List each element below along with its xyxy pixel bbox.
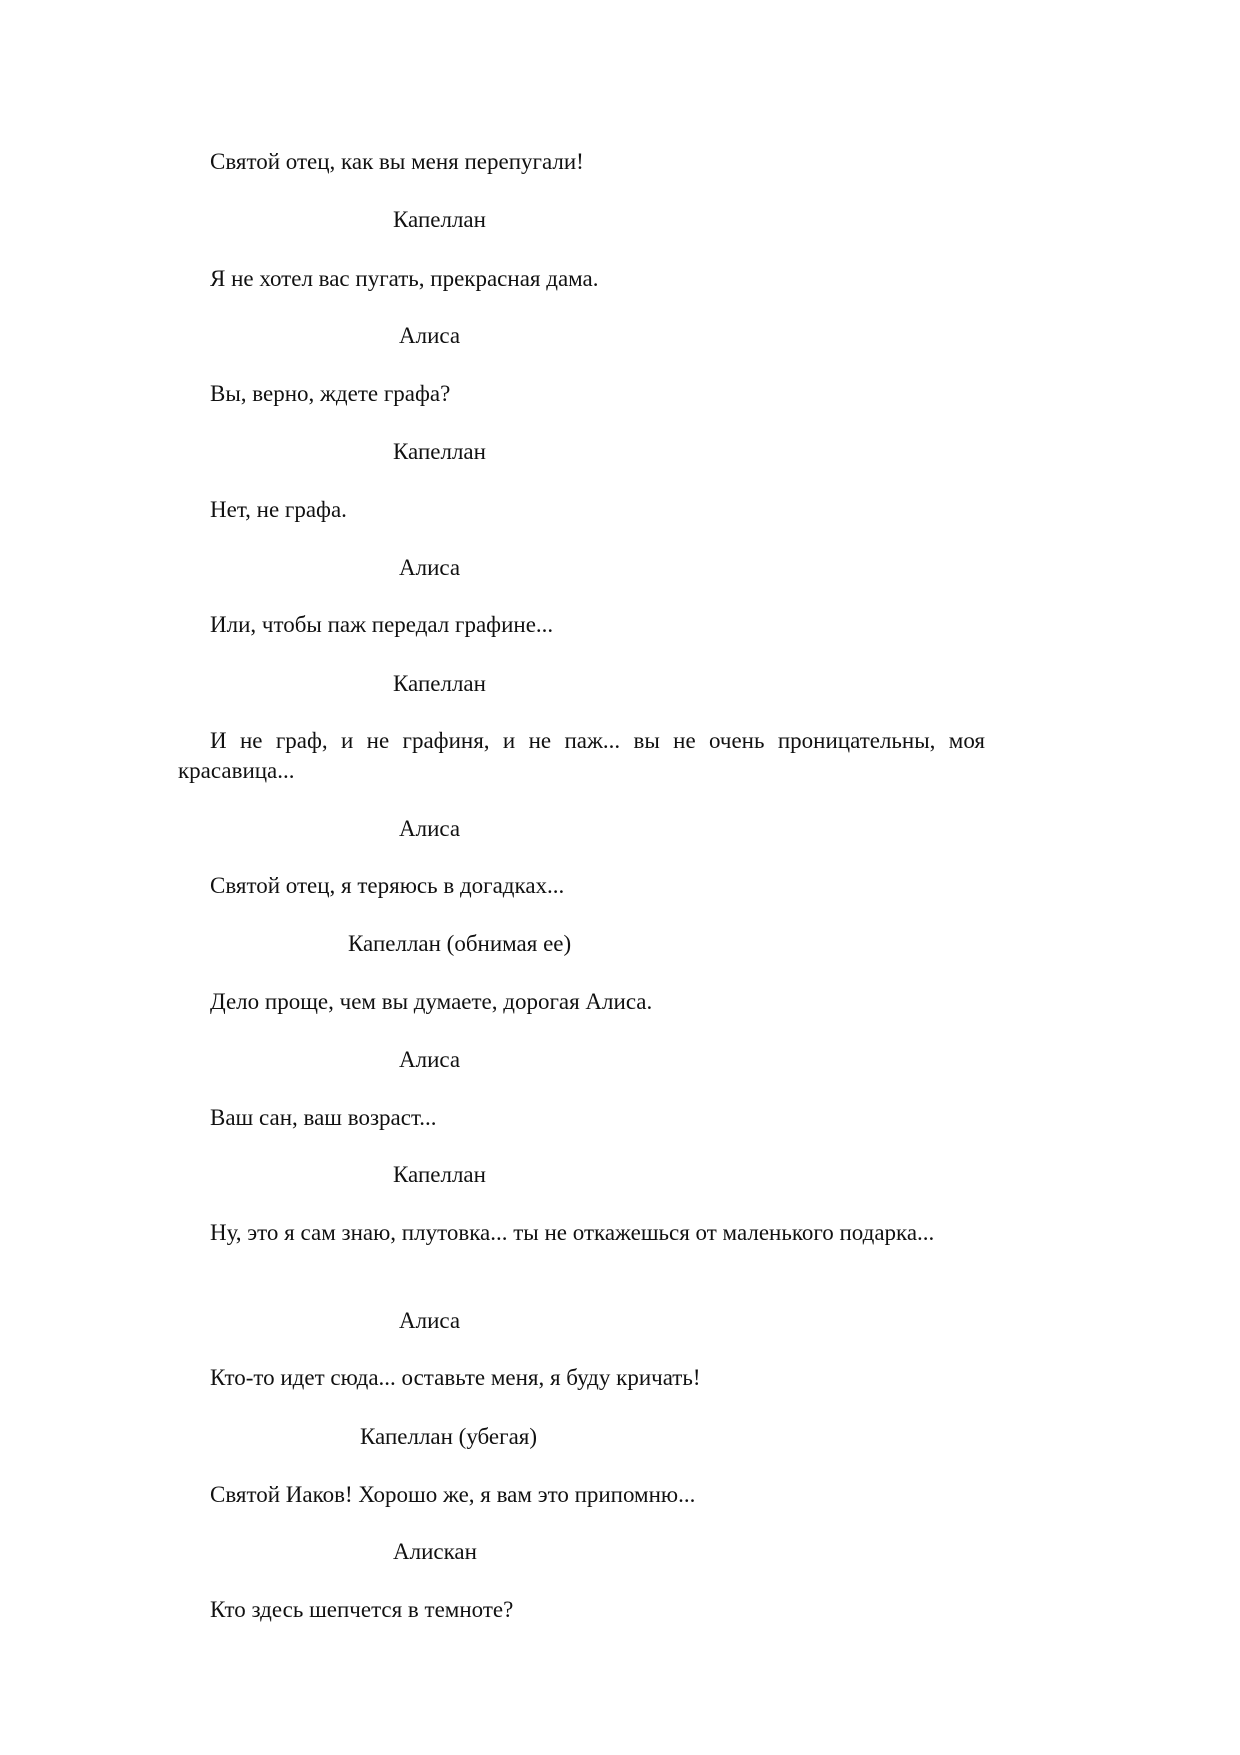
speaker-name: Капеллан bbox=[393, 207, 486, 232]
speaker-name: Алиса bbox=[399, 555, 461, 580]
speaker-name: Алиса bbox=[399, 1308, 461, 1333]
speaker-name: Капеллан (убегая) bbox=[360, 1424, 538, 1449]
speech-line: Вы, верно, ждете графа? bbox=[210, 381, 451, 406]
speaker-name: Алиса bbox=[399, 323, 461, 348]
speaker-name: Алиса bbox=[399, 1047, 461, 1072]
speaker-name: Капеллан bbox=[393, 439, 486, 464]
speaker-name: Алискан bbox=[393, 1539, 477, 1564]
speech-line: Нет, не графа. bbox=[210, 497, 347, 522]
speech-line: Ваш сан, ваш возраст... bbox=[210, 1105, 437, 1130]
speech-line: Дело проще, чем вы думаете, дорогая Алиса. bbox=[210, 989, 653, 1014]
speech-line: Или, чтобы паж передал графине... bbox=[210, 612, 554, 637]
speech-line: Кто здесь шепчется в темноте? bbox=[210, 1597, 514, 1622]
speech-line: Я не хотел вас пугать, прекрасная дама. bbox=[210, 266, 599, 291]
speech-line: Святой Иаков! Хорошо же, я вам это припомню... bbox=[210, 1482, 696, 1507]
speaker-name: Алиса bbox=[399, 816, 461, 841]
speech-line: Кто-то идет сюда... оставьте меня, я буду кричать! bbox=[210, 1365, 701, 1390]
speech-line: Святой отец, как вы меня перепугали! bbox=[210, 149, 584, 174]
speech-paragraph: И не граф, и не графиня, и не паж... вы не очень проницательны, моя красавица... bbox=[178, 728, 985, 783]
speaker-name: Капеллан bbox=[393, 1162, 486, 1187]
speech-line: Святой отец, я теряюсь в догадках... bbox=[210, 873, 565, 898]
speech-paragraph: Ну, это я сам знаю, плутовка... ты не откажешься от маленького подарка... bbox=[210, 1220, 935, 1245]
speaker-name: Капеллан bbox=[393, 671, 486, 696]
speaker-name: Капеллан (обнимая ее) bbox=[348, 931, 572, 956]
